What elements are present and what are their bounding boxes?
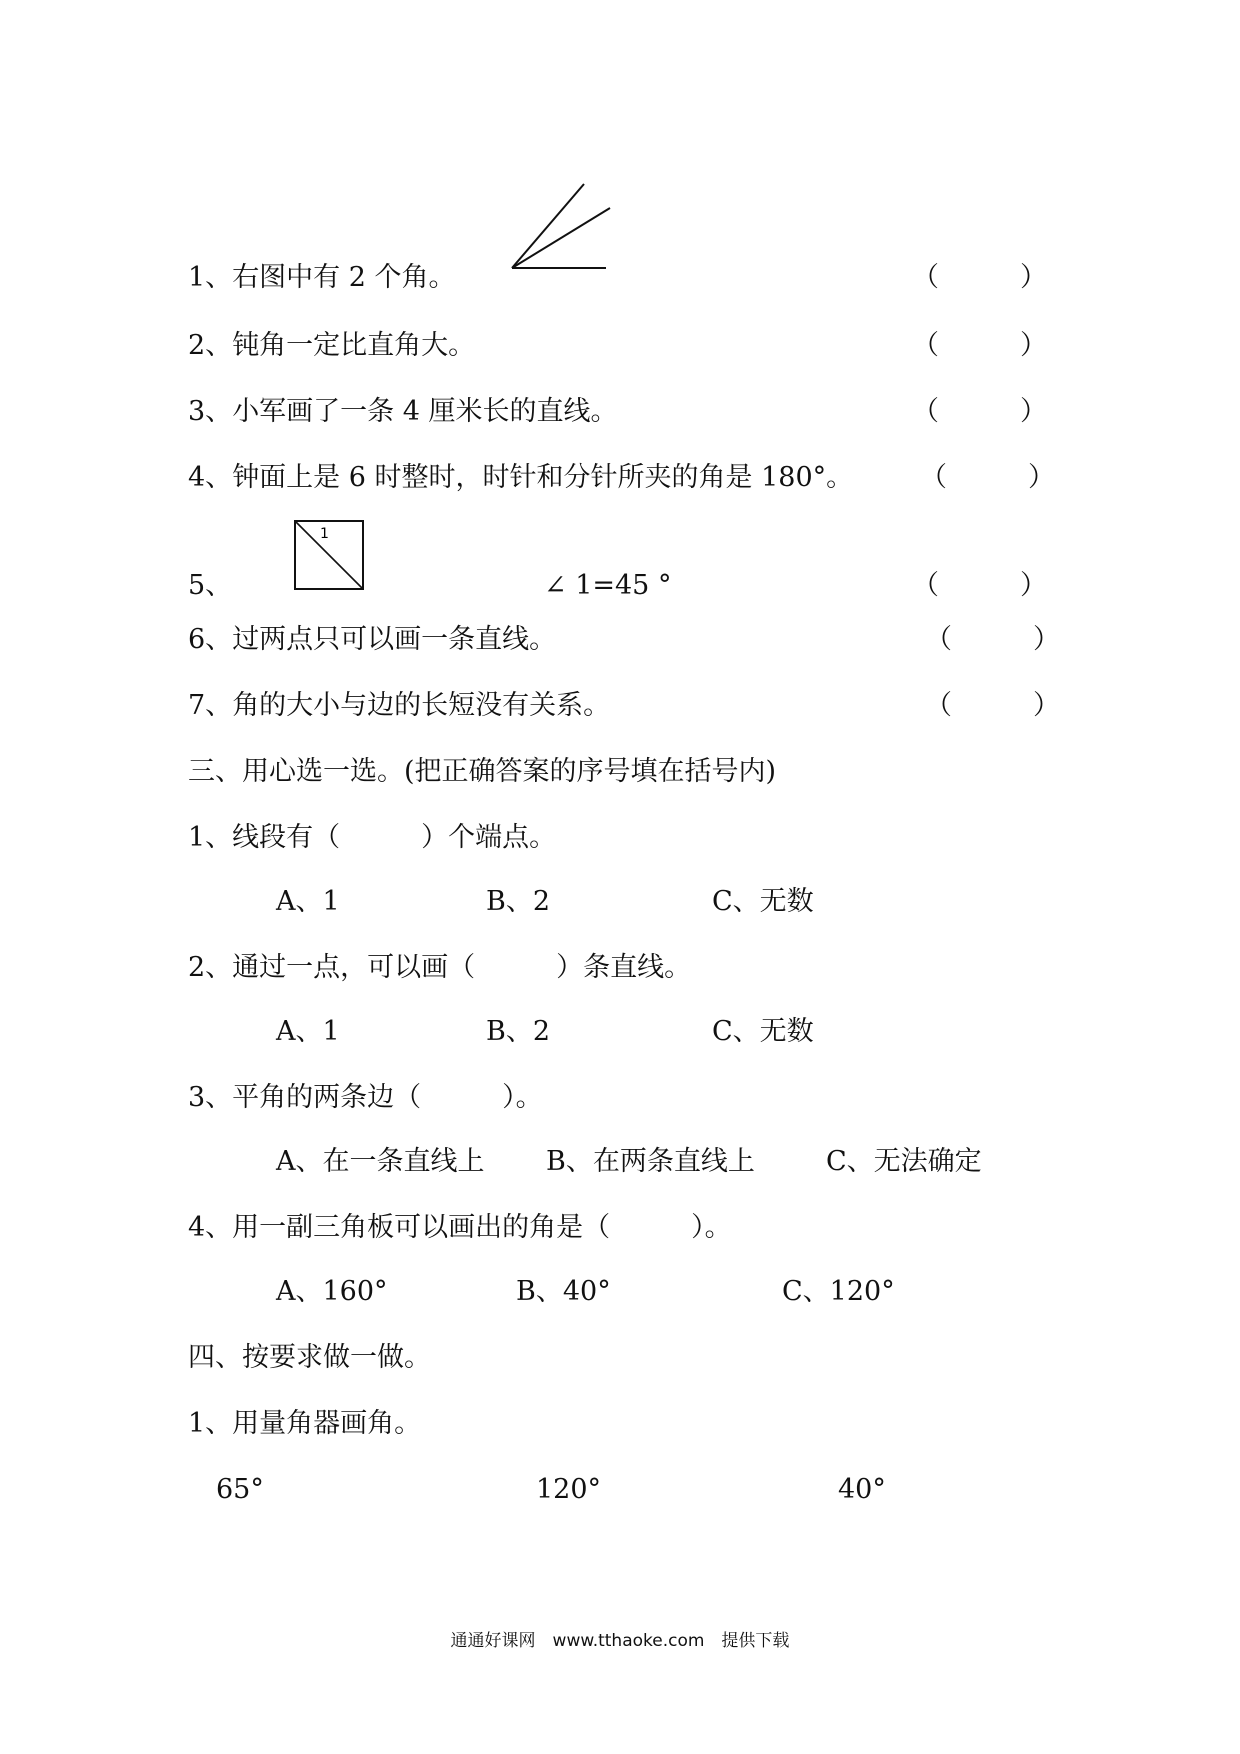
choice-question-2: 2、通过一点，可以画（ ）条直线。	[188, 952, 692, 983]
judge-item-4	[188, 462, 853, 494]
judge-item-6	[188, 624, 556, 656]
section4-title: 四、按要求做一做。	[188, 1342, 431, 1373]
answer-paren-3[interactable]: （ ）	[912, 396, 1047, 427]
angle-statement: ∠ 1=45 °	[544, 570, 672, 601]
answer-paren-2[interactable]: （ ）	[912, 330, 1047, 361]
angle-120: 120°	[536, 1474, 602, 1505]
option-c[interactable]: C、120°	[782, 1276, 895, 1307]
answer-paren-7[interactable]: （ ）	[925, 690, 1060, 721]
choice-question-1: 1、线段有（ ）个端点。	[188, 822, 557, 853]
item-number: 5、	[188, 570, 233, 601]
section3-title: 三、用心选一选。(把正确答案的序号填在括号内)	[188, 756, 777, 787]
option-a[interactable]: A、1	[276, 1016, 340, 1047]
answer-paren-1[interactable]: （ ）	[912, 262, 1047, 293]
item-text: 钝角一定比直角大。	[232, 330, 476, 361]
option-b[interactable]: B、在两条直线上	[546, 1146, 755, 1177]
angle-label: 1	[320, 526, 329, 542]
item-text: 右图中有 2 个角。	[232, 262, 456, 293]
choice-question-4: 4、用一副三角板可以画出的角是（ ）。	[188, 1212, 732, 1243]
item-text: 角的大小与边的长短没有关系。	[232, 690, 611, 721]
option-a[interactable]: A、1	[276, 886, 340, 917]
item-text: 钟面上是 6 时整时，时针和分针所夹的角是 180°。	[232, 462, 854, 493]
option-b[interactable]: B、2	[486, 886, 551, 917]
option-b[interactable]: B、40°	[516, 1276, 611, 1307]
judge-item-7	[188, 690, 610, 722]
angle-65: 65°	[216, 1474, 264, 1505]
two-angles-figure	[508, 180, 618, 270]
item-text: 小军画了一条 4 厘米长的直线。	[232, 396, 618, 427]
square-diagonal-figure	[294, 520, 366, 592]
answer-paren-4[interactable]: （ ）	[920, 462, 1055, 493]
item-text: 过两点只可以画一条直线。	[232, 624, 557, 655]
item-number: 2、	[188, 330, 233, 361]
item-number: 6、	[188, 624, 233, 655]
choice-question-3: 3、平角的两条边（ ）。	[188, 1082, 543, 1113]
answer-paren-5[interactable]: （ ）	[912, 570, 1047, 601]
option-c[interactable]: C、无数	[712, 886, 814, 917]
judge-item-2	[188, 330, 475, 362]
option-a[interactable]: A、在一条直线上	[276, 1146, 485, 1177]
item-number: 1、	[188, 262, 233, 293]
option-a[interactable]: A、160°	[276, 1276, 388, 1307]
protractor-question: 1、用量角器画角。	[188, 1408, 422, 1439]
item-number: 7、	[188, 690, 233, 721]
footer-credit: 通通好课网 www.tthaoke.com 提供下载	[450, 1631, 790, 1651]
angle-40: 40°	[838, 1474, 886, 1505]
item-number: 4、	[188, 462, 233, 493]
option-c[interactable]: C、无数	[712, 1016, 814, 1047]
option-b[interactable]: B、2	[486, 1016, 551, 1047]
answer-paren-6[interactable]: （ ）	[925, 624, 1060, 655]
item-number: 3、	[188, 396, 233, 427]
judge-item-3	[188, 396, 618, 428]
option-c[interactable]: C、无法确定	[826, 1146, 982, 1177]
judge-item-5	[188, 570, 232, 602]
judge-item-1	[188, 262, 456, 294]
